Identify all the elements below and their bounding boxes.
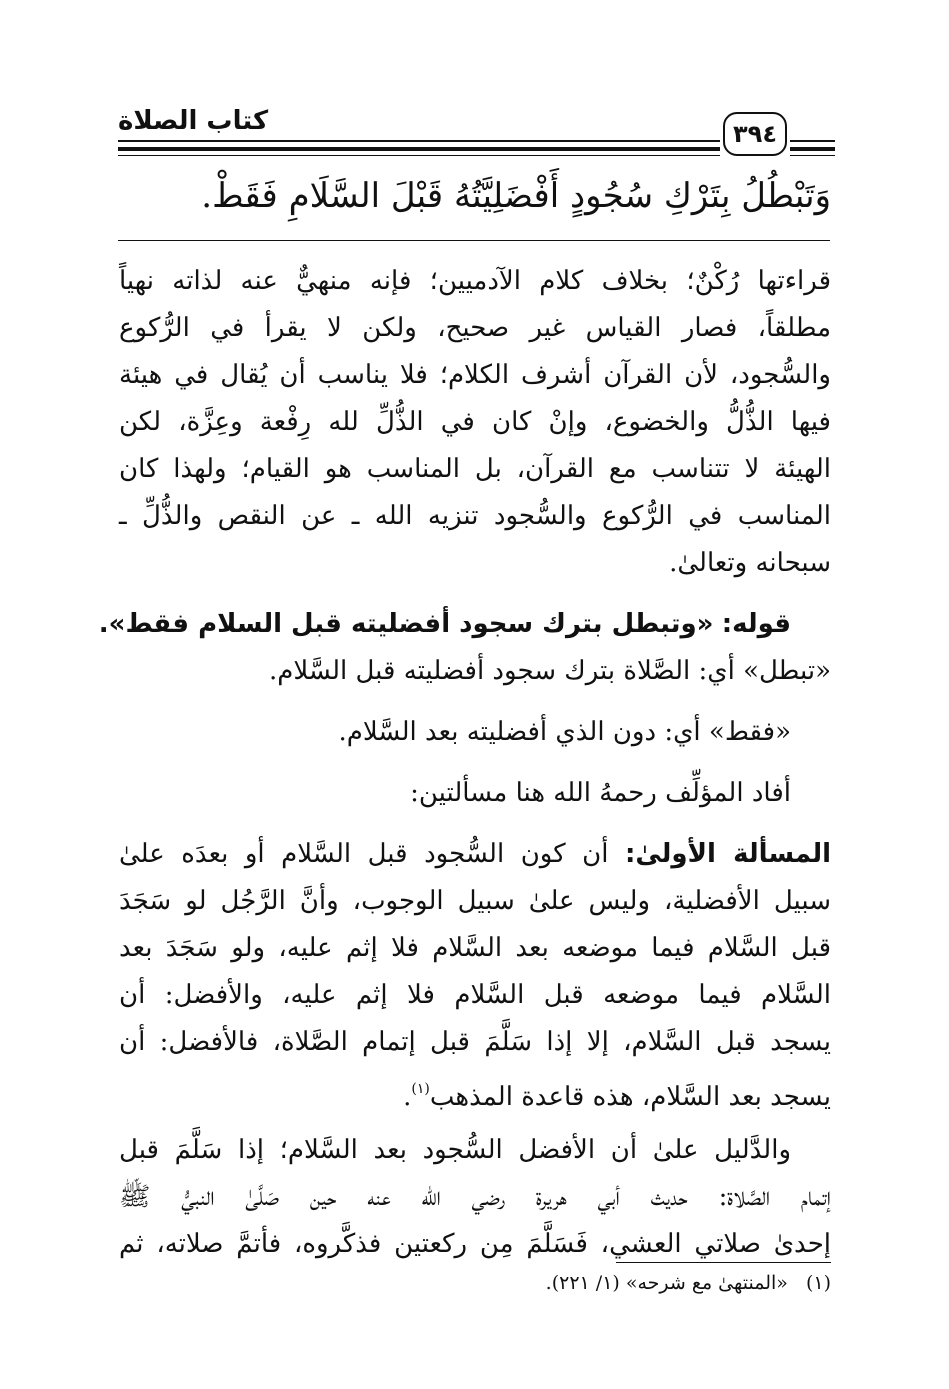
- qawluhu-text: «وتبطل بترك سجود أفضليته قبل السلام فقط».: [98, 609, 714, 639]
- footnote-number: (١): [805, 1272, 831, 1294]
- matn-text: وَتَبْطُلُ بِتَرْكِ سُجُودٍ أَفْضَلِيَّتُهُ قَبْلَ السَّلَامِ فَقَطْ.: [201, 176, 831, 216]
- header-rule: [790, 140, 835, 142]
- footnote-divider: [616, 1262, 831, 1263]
- header-rule: [118, 155, 720, 156]
- footnote-reference: (١): [411, 1081, 430, 1097]
- header-rule: [790, 155, 835, 156]
- header-rule: [790, 147, 835, 151]
- text-line: يسجد بعد السَّلام، هذه قاعدة المذهب$^{(١)}$.: [403, 1081, 831, 1112]
- masala-text: أن كون السُّجود قبل السَّلام أو بعدَه علىٰ: [119, 839, 609, 869]
- text-line: «تبطل» أي: الصَّلاة بترك سجود أفضليته قبل السَّلام.: [269, 656, 831, 686]
- text-line: إتمام الصَّلاة: حديث أبي هريرة رضي الله عنه حين صَلَّىٰ النبيُّ ﷺ: [119, 1182, 831, 1212]
- masala-label: المسألة الأولىٰ:: [624, 839, 832, 869]
- text-line: فيها الذُّلُّ والخضوع، وإنْ كان في الذُّلِّ لله رِفْعة وعِزَّة، لكن: [119, 407, 831, 437]
- text-line: سبيل الأفضلية، وليس علىٰ سبيل الوجوب، وأنَّ الرَّجُل لو سَجَدَ: [119, 886, 831, 916]
- text-line: «فقط» أي: دون الذي أفضليته بعد السَّلام.: [338, 717, 791, 747]
- text-line: والسُّجود، لأن القرآن أشرف الكلام؛ فلا يناسب أن يُقال في هيئة: [119, 360, 831, 390]
- footnote: [119, 1272, 831, 1294]
- header-rule: [118, 147, 720, 151]
- page-number: ٣٩٤: [723, 112, 787, 156]
- masala-line: [119, 831, 831, 878]
- qawluhu-label: قوله:: [721, 609, 791, 639]
- text-line: يسجد قبل السَّلام، إلا إذا سَلَّمَ قبل إتمام الصَّلاة، فالأفضل: أن: [119, 1027, 831, 1057]
- matn-divider: [118, 240, 830, 241]
- text-line: مطلقاً، فصار القياس غير صحيح، ولكن لا يقرأ في الرُّكوع: [119, 313, 831, 343]
- text-line: الهيئة لا تتناسب مع القرآن، بل المناسب هو القيام؛ ولهذا كان: [119, 454, 831, 484]
- qawluhu-line: [98, 601, 831, 648]
- book-title: كتاب الصلاة: [118, 106, 269, 136]
- text-line: السَّلام فيما موضعه قبل السَّلام فلا إثم عليه، والأفضل: أن: [119, 980, 831, 1010]
- text-line: قبل السَّلام فيما موضعه بعد السَّلام فلا إثم عليه، ولو سَجَدَ بعد: [119, 933, 832, 963]
- page-header: [118, 100, 835, 156]
- header-rule: [118, 140, 720, 142]
- text-line: قراءتها رُكْنٌ؛ بخلاف كلام الآدميين؛ فإنه منهيٌّ عنه لذاته نهياً: [119, 266, 831, 296]
- text-line: والدَّليل علىٰ أن الأفضل السُّجود بعد السَّلام؛ إذا سَلَّمَ قبل: [119, 1135, 791, 1165]
- body-text: [98, 258, 832, 1268]
- text-line: سبحانه وتعالىٰ.: [669, 548, 831, 578]
- footnote-text: «المنتهىٰ مع شرحه» (١/ ٢٢١).: [545, 1272, 788, 1294]
- text-line: المناسب في الرُّكوع والسُّجود تنزيه الله ـ عن النقص والذُّلِّ ـ: [119, 501, 831, 531]
- text-line: إحدىٰ صلاتي العشي، فَسَلَّمَ مِن ركعتين فذكَّروه، فأتمَّ صلاته، ثم: [119, 1229, 831, 1259]
- text-line: أفاد المؤلِّف رحمهُ الله هنا مسألتين:: [410, 778, 791, 808]
